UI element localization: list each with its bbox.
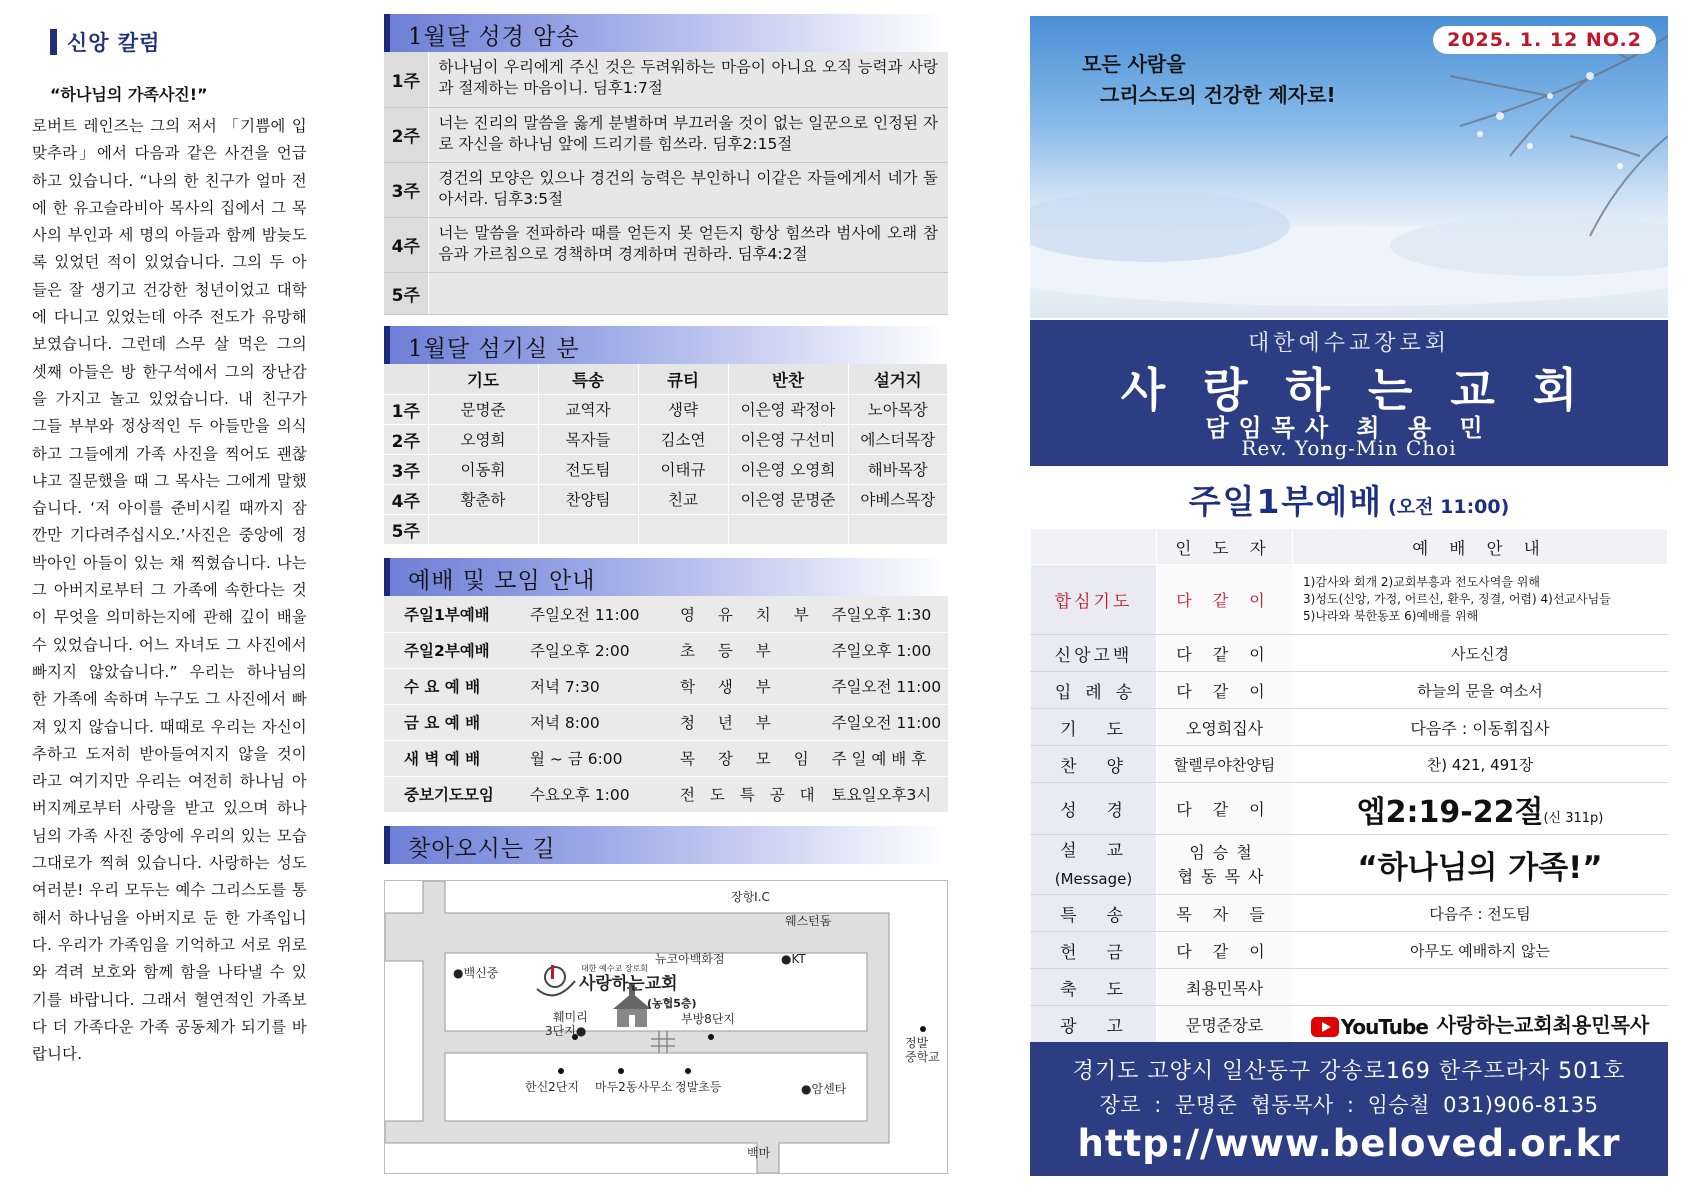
worship-title xyxy=(1030,476,1668,523)
order-desc: 찬) 421, 491장 xyxy=(1293,746,1668,783)
order-label: 신앙고백 xyxy=(1031,635,1157,672)
table-cell: 문명준 xyxy=(428,394,538,424)
group-name: 영 유 치 부 xyxy=(664,596,826,632)
label-bubang: 부방8단지 xyxy=(681,1012,736,1026)
service-name: 중보기도모임 xyxy=(384,776,524,812)
service-name: 주일2부예배 xyxy=(384,632,524,668)
youtube-play-icon xyxy=(1311,1017,1339,1037)
column-header: 예 배 안 내 xyxy=(1293,529,1668,565)
preacher-title: 협동목사 xyxy=(1177,866,1272,886)
week-cell: 1주 xyxy=(384,52,428,107)
week-cell: 5주 xyxy=(384,514,428,544)
order-label: 축도 xyxy=(1031,969,1157,1006)
scripture-page: (신 311p) xyxy=(1543,810,1604,826)
label-newcore: 뉴코아백화점 xyxy=(655,952,725,966)
worship-title-main: 주일1부예배 xyxy=(1188,482,1384,521)
table-row xyxy=(384,394,948,424)
faith-column xyxy=(32,24,307,1174)
group-time: 주일오후 1:00 xyxy=(826,632,948,668)
column-heading xyxy=(32,24,307,60)
order-leader xyxy=(1157,835,1293,895)
table-row xyxy=(384,454,948,484)
table-row xyxy=(1031,835,1668,895)
label-humiri2: 3단지● xyxy=(545,1024,587,1038)
frosted-branches xyxy=(1450,26,1668,236)
directions-section-heading xyxy=(384,826,948,864)
table-row xyxy=(384,484,948,514)
order-label: 광고 xyxy=(1031,1006,1157,1043)
order-label xyxy=(1031,835,1157,895)
group-time: 토요일오후3시 xyxy=(826,776,948,812)
church-contacts: 장로 : 문명준 협동목사 : 임승철 031)906-8135 xyxy=(1099,1093,1599,1117)
service-time: 수요오후 1:00 xyxy=(524,776,664,812)
table-row xyxy=(384,52,948,107)
verse-heading-text: 1월달 성경 암송 xyxy=(408,24,580,50)
verse-text: 하나님이 우리에게 주신 것은 두려워하는 마음이 아니요 오직 능력과 사랑과 절제하는 마음이니. 딤후1:7절 xyxy=(428,52,948,107)
youtube-logo xyxy=(1311,1015,1428,1039)
column-header: 설거지 xyxy=(848,364,948,394)
order-desc xyxy=(1293,783,1668,835)
group-name: 전 도 특 공 대 xyxy=(664,776,826,812)
label-church: 사랑하는교회 xyxy=(579,974,678,994)
label-nh: (농협5층) xyxy=(647,997,697,1010)
group-time: 주 일 예 배 후 xyxy=(826,740,948,776)
week-cell: 2주 xyxy=(384,424,428,454)
services-heading-text: 예배 및 모임 안내 xyxy=(408,568,596,594)
table-cell: 이은영 곽정아 xyxy=(728,394,848,424)
table-row xyxy=(384,162,948,217)
table-cell: 이은영 구선미 xyxy=(728,424,848,454)
column-header xyxy=(384,364,428,394)
verse-text xyxy=(428,272,948,314)
table-row xyxy=(1031,895,1668,932)
order-leader: 다 같 이 xyxy=(1157,932,1293,969)
label-cancer: ●암센타 xyxy=(801,1082,847,1096)
denomination: 대한예수교장로회 xyxy=(1247,331,1451,356)
table-cell: 황춘하 xyxy=(428,484,538,514)
service-time: 주일오후 2:00 xyxy=(524,632,664,668)
column-header: 큐티 xyxy=(638,364,728,394)
service-time: 주일오전 11:00 xyxy=(524,596,664,632)
pastor-name: 담임목사 최 용 민 xyxy=(1205,414,1493,442)
order-desc: 아무도 예배하지 않는 xyxy=(1293,932,1668,969)
heading-bar xyxy=(50,29,57,55)
order-desc xyxy=(1293,969,1668,1006)
group-time: 주일오후 1:30 xyxy=(826,596,948,632)
verse-text: 너는 진리의 말씀을 옳게 분별하며 부끄러울 것이 없는 일꾼으로 인정된 자로 자신을 하나님 앞에 드리기를 힘쓰라. 딤후2:15절 xyxy=(428,107,948,162)
table-row xyxy=(1031,565,1668,635)
order-desc: 다음주 : 전도팀 xyxy=(1293,895,1668,932)
slogan-line-1: 모든 사람을 xyxy=(1082,52,1186,76)
label-humiri: 훼미리 xyxy=(553,1010,588,1024)
table-row xyxy=(1031,783,1668,835)
label-madu: 마두2동사무소 xyxy=(595,1080,673,1094)
table-row xyxy=(384,107,948,162)
column-body: 로버트 레인즈는 그의 저서 「기쁨에 입맞추라」에서 다음과 같은 사건을 언급하고 있습니다. “나의 한 친구가 얼마 전에 한 유고슬라비아 목사의 집에서 그 목사의 부인과 세 명의 아들과 함께 밤늦도록 있었던 적이 있었습니다. 그의 두 아들은 잘 생기고 건강한 청년이었고 대학에 다니고 있었는데 아주 전도가 유망해 보였습니다. 그런데 스무 살 먹은 그의 셋째 아들은 방 한구석에서 그의 장난감을 가지고 놀고 있었습니다. 내 친구가 그들 부부와 정상적인 두 아들만을 의식하고 그들에게 가족 사진을 찍어도 괜찮냐고 질문했을 때 그 목사는 그에게 말했습니다. ‘저 아이를 준비시킬 때까지 잠깐만 기다려주십시오.’사진은 중앙에 정박아인 아들이 있는 채 찍혔습니다. 나는 그 아버지로부터 그 가족에 속한다는 것이 무엇을 의미하는지에 관해 깊이 배울 수 있었습니다. 어느 자녀도 그 사진에서 빠지지 않았습니다.” 우리는 하나님의 한 가족에 속하며 누구도 그 사진에서 빠져 있지 않습니다. 때때로 우리는 자신이 추하고 도저히 받아들여지지 않을 것이라고 여기지만 우리는 여전히 하나님 아버지께로부터 사랑을 받고 있으며 하나님의 가족 사진 중앙에 우리의 있는 모습 그대로가 찍혀 있습니다. 사랑하는 성도 여러분! 우리 모두는 예수 그리스도를 통해서 하나님을 아버지로 둔 한 가족입니다. 우리가 가족임을 기억하고 서로 위로와 격려 보호와 함께 함을 나타낼 수 있기를 바랍니다. 그래서 혈연적인 가족보다 더 가족다운 가족 공동체가 되기를 바랍니다. xyxy=(32,117,307,1064)
column-header: 반찬 xyxy=(728,364,848,394)
week-cell: 2주 xyxy=(384,107,428,162)
table-row xyxy=(1031,969,1668,1006)
order-leader: 다 같 이 xyxy=(1157,565,1293,635)
table-cell xyxy=(848,514,948,544)
order-leader: 다 같 이 xyxy=(1157,783,1293,835)
services-table xyxy=(384,596,948,813)
table-cell: 생략 xyxy=(638,394,728,424)
label-western: 웨스턴돔 xyxy=(785,914,832,928)
table-row xyxy=(384,217,948,272)
duty-section-heading xyxy=(384,326,948,364)
youtube-wordmark: YouTube xyxy=(1340,1015,1428,1040)
cover-image xyxy=(1030,16,1668,318)
slogan-line-2: 그리스도의 건강한 제자로! xyxy=(1100,83,1336,107)
service-time: 저녁 8:00 xyxy=(524,704,664,740)
group-time: 주일오전 11:00 xyxy=(826,668,948,704)
label-baeksin: ●백신중 xyxy=(453,966,499,980)
table-row xyxy=(1031,635,1668,672)
week-cell: 4주 xyxy=(384,217,428,272)
church-address: 경기도 고양시 일산동구 강송로169 한주프라자 501호 xyxy=(1072,1059,1626,1084)
table-cell: 이은영 오영희 xyxy=(728,454,848,484)
column-header: 특송 xyxy=(538,364,638,394)
table-cell: 교역자 xyxy=(538,394,638,424)
directions-map xyxy=(384,880,948,1174)
week-cell: 3주 xyxy=(384,162,428,217)
table-row xyxy=(384,632,948,668)
order-leader: 문명준장로 xyxy=(1157,1006,1293,1043)
footer-band xyxy=(1030,1042,1668,1176)
verse-table xyxy=(384,52,948,315)
label-jeongbal-mid2: 중학교 xyxy=(905,1050,940,1064)
label-church-small: 대한 예수교 장로회 xyxy=(581,964,648,973)
service-name: 수 요 예 배 xyxy=(384,668,524,704)
table-row xyxy=(1031,709,1668,746)
table-cell: 해바목장 xyxy=(848,454,948,484)
label-baekma: 백마 xyxy=(747,1146,771,1160)
service-time: 월 ~ 금 6:00 xyxy=(524,740,664,776)
verse-text: 너는 말씀을 전파하라 때를 얻든지 못 얻든지 항상 힘쓰라 범사에 오래 참음과 가르침으로 경책하며 경계하며 권하라. 딤후4:2절 xyxy=(428,217,948,272)
table-row xyxy=(384,424,948,454)
order-label: 헌금 xyxy=(1031,932,1157,969)
table-cell xyxy=(428,514,538,544)
order-desc: 하늘의 문을 여소서 xyxy=(1293,672,1668,709)
column-header xyxy=(1031,529,1157,565)
table-row xyxy=(384,596,948,632)
table-cell: 노아목장 xyxy=(848,394,948,424)
sermon-label-en: (Message) xyxy=(1054,869,1133,888)
pastor-name-en: Rev. Yong-Min Choi xyxy=(1241,436,1457,460)
table-cell: 목자들 xyxy=(538,424,638,454)
table-cell xyxy=(538,514,638,544)
order-leader: 다 같 이 xyxy=(1157,635,1293,672)
table-row xyxy=(384,514,948,544)
table-row xyxy=(1031,672,1668,709)
group-time: 주일오전 11:00 xyxy=(826,704,948,740)
sermon-label: 설교 xyxy=(1060,840,1153,861)
order-desc: 1)감사와 회개 2)교회부흥과 전도사역을 위해 3)성도(신앙, 가정, 어르신, 환우, 징결, 어렴) 4)선교사님들 5)나라와 북한동포 6)예배를 위해 xyxy=(1293,565,1668,635)
column-subtitle: “하나님의 가족사진!” xyxy=(50,85,208,104)
label-kt: ●KT xyxy=(781,952,806,966)
table-cell: 김소연 xyxy=(638,424,728,454)
order-label: 찬양 xyxy=(1031,746,1157,783)
week-cell: 4주 xyxy=(384,484,428,514)
church-website-link[interactable]: http://www.beloved.or.kr xyxy=(1077,1122,1621,1165)
table-cell: 친교 xyxy=(638,484,728,514)
table-row xyxy=(384,704,948,740)
sermon-title: “하나님의 가족!” xyxy=(1293,835,1668,895)
label-jh-ic: 장항I.C xyxy=(731,890,770,904)
table-row xyxy=(384,740,948,776)
youtube-channel[interactable] xyxy=(1293,1006,1668,1043)
directions-heading-text: 찾아오시는 길 xyxy=(408,836,556,862)
verse-section-heading xyxy=(384,14,948,52)
issue-date-badge: 2025. 1. 12 NO.2 xyxy=(1433,26,1656,54)
service-name: 새 벽 예 배 xyxy=(384,740,524,776)
table-row xyxy=(1031,932,1668,969)
church-name-band xyxy=(1030,320,1668,466)
table-cell: 야베스목장 xyxy=(848,484,948,514)
table-row xyxy=(1031,746,1668,783)
table-cell xyxy=(728,514,848,544)
duty-table xyxy=(384,364,948,545)
order-leader: 목 자 들 xyxy=(1157,895,1293,932)
table-row xyxy=(384,668,948,704)
preacher-name: 임승철 xyxy=(1189,842,1260,862)
table-cell: 전도팀 xyxy=(538,454,638,484)
table-cell: 찬양팀 xyxy=(538,484,638,514)
group-name: 초 등 부 xyxy=(664,632,826,668)
table-header-row xyxy=(1031,529,1668,565)
week-cell: 3주 xyxy=(384,454,428,484)
table-cell: 에스더목장 xyxy=(848,424,948,454)
table-header-row xyxy=(384,364,948,394)
scripture-reference: 엡2:19-22절 xyxy=(1356,794,1544,830)
label-jeongbal-mid: 정발 xyxy=(905,1036,929,1050)
label-hanshin: 한신2단지 xyxy=(525,1080,580,1094)
order-leader: 오영희집사 xyxy=(1157,709,1293,746)
verse-text: 경건의 모양은 있으나 경건의 능력은 부인하니 이같은 자들에게서 네가 돌아서라. 딤후3:5절 xyxy=(428,162,948,217)
table-cell: 이동휘 xyxy=(428,454,538,484)
order-leader: 최용민목사 xyxy=(1157,969,1293,1006)
order-leader: 할렐루야찬양팀 xyxy=(1157,746,1293,783)
group-name: 목 장 모 임 xyxy=(664,740,826,776)
order-leader: 다 같 이 xyxy=(1157,672,1293,709)
column-header: 기도 xyxy=(428,364,538,394)
duty-heading-text: 1월달 섬기실 분 xyxy=(408,336,580,362)
group-name: 학 생 부 xyxy=(664,668,826,704)
week-cell: 1주 xyxy=(384,394,428,424)
order-label: 기도 xyxy=(1031,709,1157,746)
order-label: 특송 xyxy=(1031,895,1157,932)
map-svg xyxy=(385,881,947,1173)
table-cell xyxy=(638,514,728,544)
table-cell: 오영희 xyxy=(428,424,538,454)
order-desc: 다음주 : 이동휘집사 xyxy=(1293,709,1668,746)
table-row xyxy=(384,776,948,812)
group-name: 청 년 부 xyxy=(664,704,826,740)
table-cell: 이은영 문명준 xyxy=(728,484,848,514)
church-logo-icon xyxy=(537,965,575,995)
table-row xyxy=(1031,1006,1668,1043)
label-jeongbal-el: 정발초등 xyxy=(675,1080,722,1094)
order-label: 입례송 xyxy=(1031,672,1157,709)
services-section-heading xyxy=(384,558,948,596)
order-label: 합심기도 xyxy=(1031,565,1157,635)
worship-order-table xyxy=(1030,528,1668,1043)
youtube-channel-name: 사랑하는교회최용민목사 xyxy=(1436,1012,1650,1037)
table-cell: 이태규 xyxy=(638,454,728,484)
column-header: 인 도 자 xyxy=(1157,529,1293,565)
church-name: 사랑하는교회 xyxy=(1120,363,1616,417)
worship-title-time: (오전 11:00) xyxy=(1388,496,1510,518)
service-name: 주일1부예배 xyxy=(384,596,524,632)
week-cell: 5주 xyxy=(384,272,428,314)
order-desc: 사도신경 xyxy=(1293,635,1668,672)
table-row xyxy=(384,272,948,314)
order-label: 성경 xyxy=(1031,783,1157,835)
service-name: 금 요 예 배 xyxy=(384,704,524,740)
column-heading-text: 신앙 칼럼 xyxy=(67,31,161,55)
service-time: 저녁 7:30 xyxy=(524,668,664,704)
